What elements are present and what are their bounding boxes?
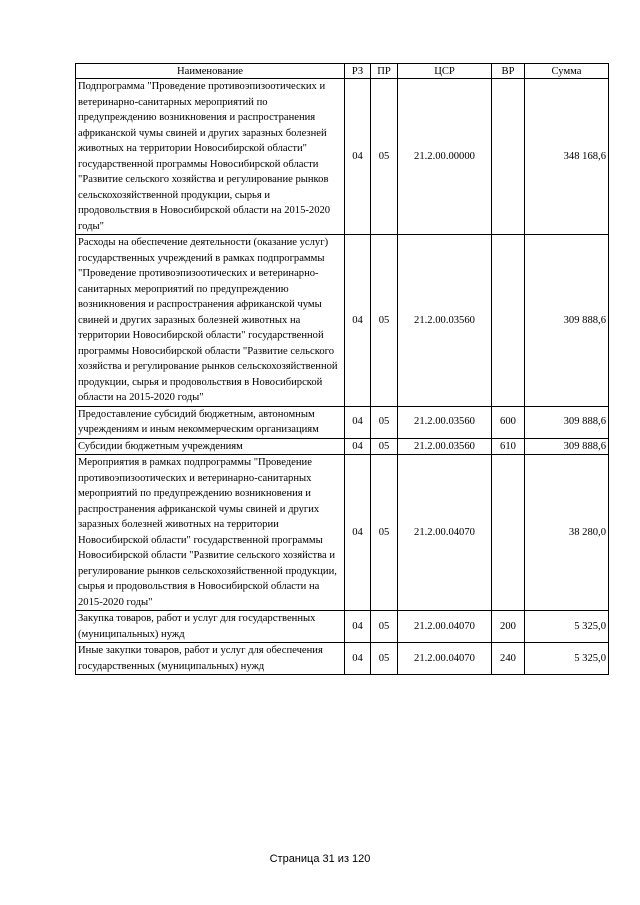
row-name: Субсидии бюджетным учреждениям [76, 438, 345, 455]
row-vr: 600 [492, 406, 525, 438]
row-vr [492, 79, 525, 235]
row-csr: 21.2.00.03560 [398, 235, 492, 407]
row-pr: 05 [371, 643, 398, 675]
row-csr: 21.2.00.04070 [398, 455, 492, 611]
row-sum: 348 168,6 [525, 79, 609, 235]
row-sum: 309 888,6 [525, 406, 609, 438]
row-name: Расходы на обеспечение деятельности (оказание услуг) государственных учреждений в рамках подпрограммы "Проведение противоэпизоотических и ветеринарно-санитарных мероприятий по предупреждению возникновения и распространения африканской чумы свиней и других заразных болезней животных на территории Новосибирской области" государственной программы Новосибирской области "Развитие сельского хозяйства и регулирование рынков сельскохозяйственной продукции, сырья и продовольствия в Новосибирской области на 2015-2020 годы" [76, 235, 345, 407]
row-vr [492, 235, 525, 407]
header-csr: ЦСР [398, 64, 492, 79]
row-csr: 21.2.00.00000 [398, 79, 492, 235]
row-name: Подпрограмма "Проведение противоэпизоотических и ветеринарно-санитарных мероприятий по предупреждению возникновения и распространения африканской чумы свиней и других заразных болезней животных на территории Новосибирской области" государственной программы Новосибирской области "Развитие сельского хозяйства и регулирование рынков сельскохозяйственной продукции, сырья и продовольствия в Новосибирской области на 2015-2020 годы" [76, 79, 345, 235]
page-number: Страница 31 из 120 [269, 853, 371, 865]
row-sum: 309 888,6 [525, 235, 609, 407]
row-vr: 240 [492, 643, 525, 675]
header-pr: ПР [371, 64, 398, 79]
budget-table [75, 63, 609, 675]
row-rz: 04 [345, 611, 371, 643]
row-rz: 04 [345, 406, 371, 438]
row-sum: 5 325,0 [525, 611, 609, 643]
row-pr: 05 [371, 79, 398, 235]
row-pr: 05 [371, 406, 398, 438]
row-sum: 5 325,0 [525, 643, 609, 675]
row-name: Предоставление субсидий бюджетным, автономным учреждениям и иным некоммерческим организациям [76, 406, 345, 438]
row-vr [492, 455, 525, 611]
row-pr: 05 [371, 455, 398, 611]
table-row [76, 455, 609, 611]
row-pr: 05 [371, 611, 398, 643]
row-rz: 04 [345, 235, 371, 407]
table-row [76, 643, 609, 675]
header-sum: Сумма [525, 64, 609, 79]
row-rz: 04 [345, 79, 371, 235]
row-name: Мероприятия в рамках подпрограммы "Проведение противоэпизоотических и ветеринарно-санитарных мероприятий по предупреждению возникновения и распространения африканской чумы свиней и других заразных болезней животных на территории Новосибирской области" государственной программы Новосибирской области "Развитие сельского хозяйства и регулирование рынков сельскохозяйственной продукции, сырья и продовольствия в Новосибирской области на 2015-2020 годы" [76, 455, 345, 611]
row-name: Закупка товаров, работ и услуг для государственных (муниципальных) нужд [76, 611, 345, 643]
table-header-row [76, 64, 609, 79]
table-row [76, 235, 609, 407]
row-csr: 21.2.00.04070 [398, 643, 492, 675]
row-csr: 21.2.00.04070 [398, 611, 492, 643]
row-sum: 38 280,0 [525, 455, 609, 611]
table-row [76, 406, 609, 438]
table-row [76, 79, 609, 235]
table-row [76, 611, 609, 643]
header-rz: РЗ [345, 64, 371, 79]
row-vr: 200 [492, 611, 525, 643]
row-csr: 21.2.00.03560 [398, 438, 492, 455]
row-vr: 610 [492, 438, 525, 455]
row-rz: 04 [345, 455, 371, 611]
header-name: Наименование [76, 64, 345, 79]
row-rz: 04 [345, 643, 371, 675]
row-sum: 309 888,6 [525, 438, 609, 455]
row-name: Иные закупки товаров, работ и услуг для обеспечения государственных (муниципальных) нужд [76, 643, 345, 675]
row-rz: 04 [345, 438, 371, 455]
row-csr: 21.2.00.03560 [398, 406, 492, 438]
row-pr: 05 [371, 438, 398, 455]
table-row [76, 438, 609, 455]
header-vr: ВР [492, 64, 525, 79]
row-pr: 05 [371, 235, 398, 407]
